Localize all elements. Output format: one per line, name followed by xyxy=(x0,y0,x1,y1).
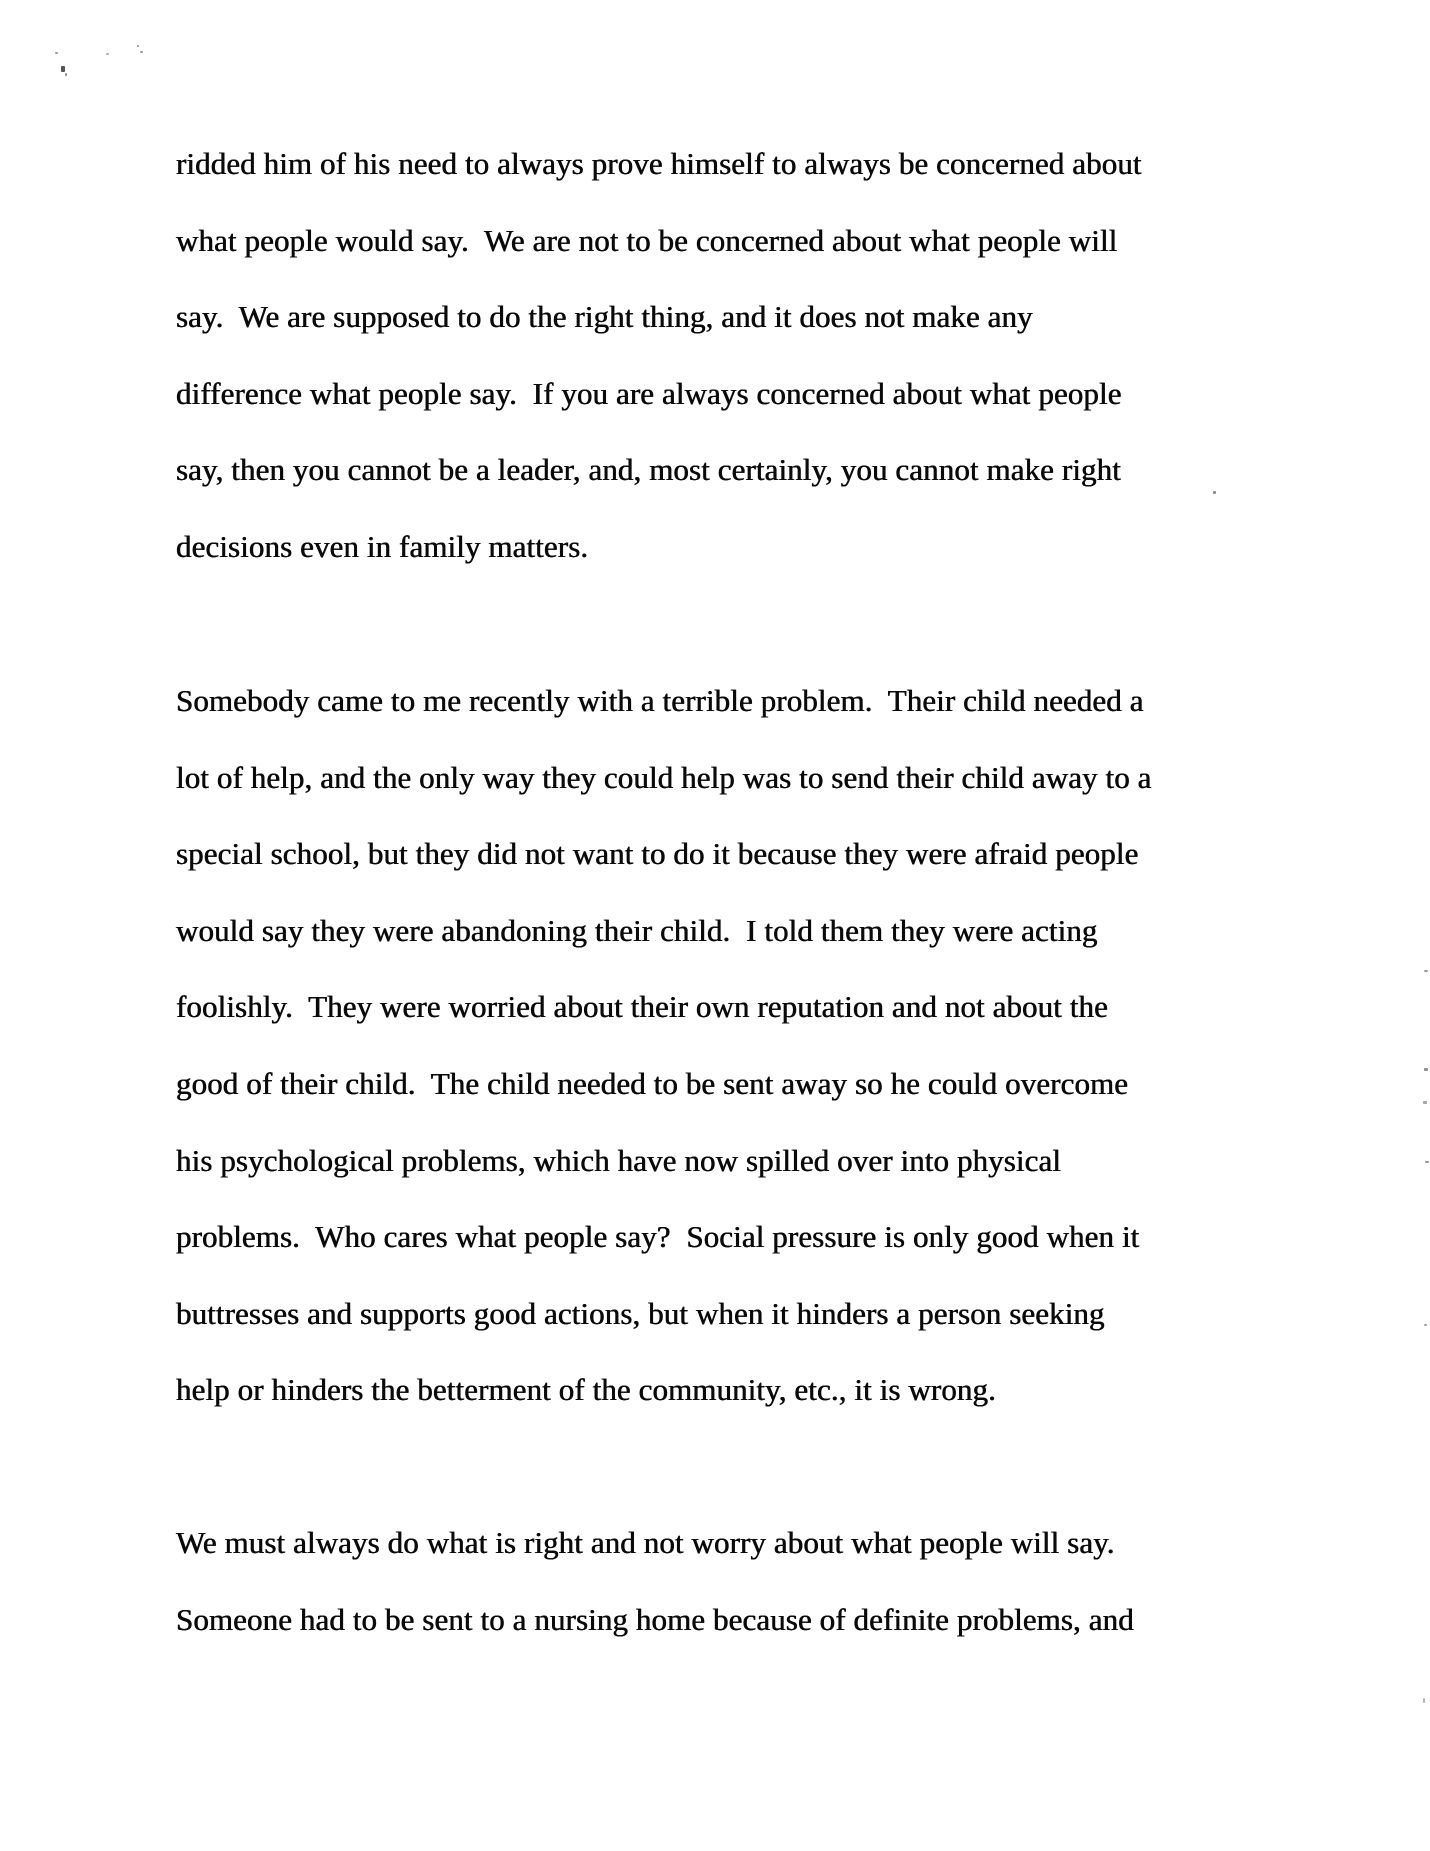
text-line: decisions even in family matters. xyxy=(176,528,589,564)
text-line: say, then you cannot be a leader, and, most certainly, you cannot make right xyxy=(176,452,1121,488)
scan-speckle xyxy=(137,45,139,47)
text-line: Someone had to be sent to a nursing home because of definite problems, and xyxy=(176,1601,1134,1637)
scan-speckle xyxy=(61,66,65,72)
text-line: his psychological problems, which have now spilled over into physical xyxy=(176,1142,1062,1178)
scan-speckle xyxy=(65,73,67,76)
text-line: good of their child. The child needed to be sent away so he could overcome xyxy=(176,1065,1129,1101)
scan-speckle xyxy=(1424,1324,1427,1326)
paragraph-1 xyxy=(176,126,1142,586)
text-line: We must always do what is right and not worry about what people will say. xyxy=(176,1525,1115,1560)
text-line: foolishly. They were worried about their own reputation and not about the xyxy=(176,989,1108,1025)
text-line: problems. Who cares what people say? Social pressure is only good when it xyxy=(176,1219,1140,1255)
text-line: special school, but they did not want to do it because they were afraid people xyxy=(176,836,1139,872)
text-line: Somebody came to me recently with a terrible problem. Their child needed a xyxy=(176,683,1144,718)
text-line: what people would say. We are not to be concerned about what people will xyxy=(176,222,1118,258)
text-line: help or hinders the betterment of the community, etc., it is wrong. xyxy=(176,1372,996,1408)
text-line: ridded him of his need to always prove himself to always be concerned about xyxy=(176,146,1142,181)
scan-speckle xyxy=(1425,1161,1429,1163)
scan-speckle xyxy=(1424,970,1428,972)
text-line: would say they were abandoning their child. I told them they were acting xyxy=(176,912,1098,948)
scan-speckle xyxy=(1423,1698,1425,1703)
paragraph-3 xyxy=(176,1505,1134,1658)
scan-speckle xyxy=(106,53,109,55)
paragraph-2 xyxy=(176,663,1152,1429)
scan-speckle xyxy=(140,51,143,53)
text-line: buttresses and supports good actions, but when it hinders a person seeking xyxy=(176,1295,1105,1331)
scan-speckle xyxy=(1213,491,1216,494)
scan-speckle xyxy=(1424,1068,1428,1071)
scan-speckle xyxy=(1423,1101,1427,1104)
text-line: say. We are supposed to do the right thing, and it does not make any xyxy=(176,299,1033,335)
scan-speckle xyxy=(55,52,58,54)
text-line: lot of help, and the only way they could help was to send their child away to a xyxy=(176,759,1152,795)
text-line: difference what people say. If you are always concerned about what people xyxy=(176,375,1122,411)
